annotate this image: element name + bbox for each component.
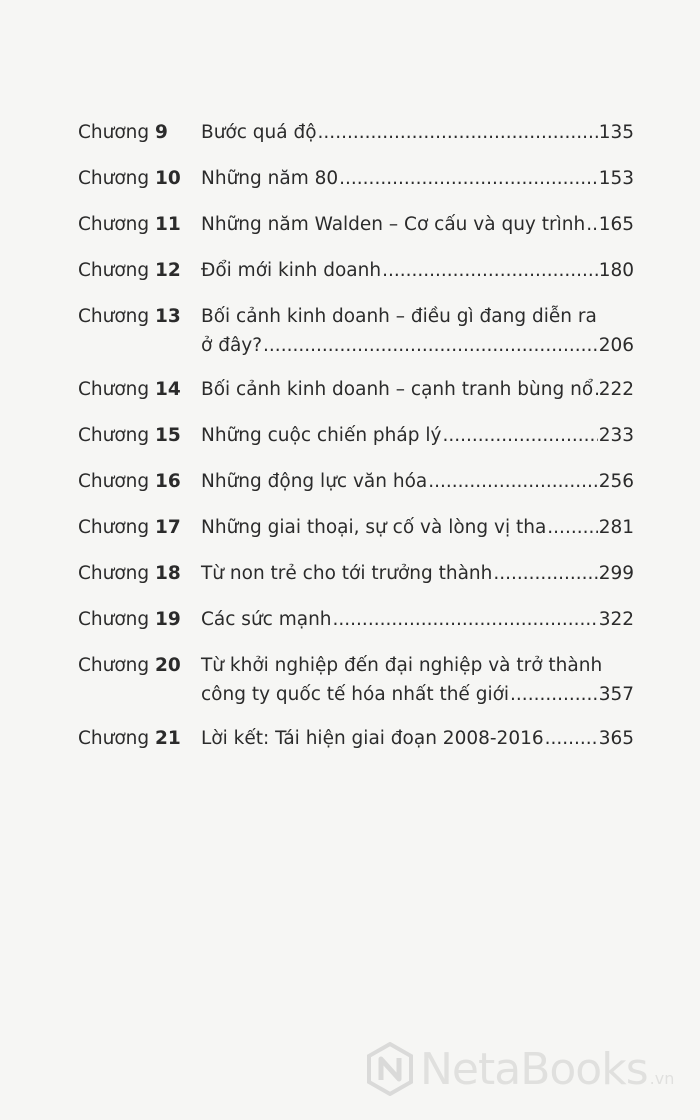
- dot-leader: [333, 605, 598, 634]
- chapter-prefix: Chương: [78, 214, 150, 235]
- dot-leader: [545, 724, 598, 753]
- chapter-prefix: Chương: [78, 379, 150, 400]
- page-number: 357: [598, 684, 634, 705]
- toc-line: [201, 605, 634, 634]
- chapter-prefix: Chương: [78, 609, 150, 630]
- dot-leader: [318, 118, 598, 147]
- chapter-prefix: Chương: [78, 425, 150, 446]
- toc-line: [201, 331, 634, 360]
- dot-leader: [442, 421, 597, 450]
- toc-line: [201, 724, 634, 753]
- toc-entry: [78, 467, 634, 496]
- dot-leader: [493, 559, 597, 588]
- chapter-label: [78, 724, 201, 753]
- chapter-title: Những giai thoại, sự cố và lòng vị tha: [201, 517, 547, 538]
- watermark-logo: [366, 1042, 674, 1096]
- chapter-label: [78, 164, 201, 193]
- toc-entry: [78, 375, 634, 404]
- chapter-label: [78, 375, 201, 404]
- toc-line: [201, 651, 634, 680]
- toc-entry: [78, 421, 634, 450]
- chapter-prefix: Chương: [78, 728, 150, 749]
- chapter-number: 15: [155, 425, 181, 446]
- toc-entry: [78, 513, 634, 542]
- page-number: 322: [598, 609, 634, 630]
- chapter-title: Bước quá độ: [201, 122, 317, 143]
- page-number: 365: [598, 728, 634, 749]
- page-number: 180: [598, 260, 634, 281]
- chapter-prefix: Chương: [78, 655, 150, 676]
- toc-entry: [78, 210, 634, 239]
- toc-line: [201, 513, 634, 542]
- page-number: 206: [598, 335, 634, 356]
- dot-leader: [547, 513, 597, 542]
- chapter-title: Những năm Walden – Cơ cấu và quy trình: [201, 214, 586, 235]
- chapter-number: 10: [155, 168, 181, 189]
- dot-leader: [594, 375, 598, 404]
- chapter-title: Những động lực văn hóa: [201, 471, 428, 492]
- chapter-prefix: Chương: [78, 260, 150, 281]
- chapter-label: [78, 605, 201, 634]
- chapter-label: [78, 513, 201, 542]
- watermark-suffix: .vn: [649, 1069, 675, 1088]
- chapter-prefix: Chương: [78, 168, 150, 189]
- page-number: 281: [598, 517, 634, 538]
- dot-leader: [586, 210, 597, 239]
- toc-entry: [78, 559, 634, 588]
- toc-line: [201, 421, 634, 450]
- chapter-prefix: Chương: [78, 122, 150, 143]
- toc-line: [201, 302, 634, 331]
- page-number: 299: [598, 563, 634, 584]
- chapter-title: Những cuộc chiến pháp lý: [201, 425, 442, 446]
- chapter-label: [78, 559, 201, 588]
- chapter-title: Những năm 80: [201, 168, 339, 189]
- toc-entry: [78, 651, 634, 709]
- chapter-label: [78, 421, 201, 450]
- chapter-prefix: Chương: [78, 563, 150, 584]
- page-number: 256: [598, 471, 634, 492]
- chapter-title: ở đây?: [201, 335, 263, 356]
- page-number: 135: [598, 122, 634, 143]
- toc-entry: [78, 256, 634, 285]
- dot-leader: [339, 164, 598, 193]
- toc-entry: [78, 724, 634, 753]
- chapter-number: 12: [155, 260, 181, 281]
- chapter-number: 13: [155, 306, 181, 327]
- toc-entry: [78, 605, 634, 634]
- dot-leader: [382, 256, 598, 285]
- toc-line: [201, 256, 634, 285]
- page-number: 222: [598, 379, 634, 400]
- toc-line: [201, 164, 634, 193]
- chapter-label: [78, 467, 201, 496]
- chapter-prefix: Chương: [78, 471, 150, 492]
- chapter-prefix: Chương: [78, 517, 150, 538]
- toc-entry: [78, 164, 634, 193]
- chapter-title: Lời kết: Tái hiện giai đoạn 2008-2016: [201, 728, 544, 749]
- chapter-label: [78, 302, 201, 331]
- watermark-brand: NetaBooks: [420, 1043, 648, 1095]
- chapter-number: 14: [155, 379, 181, 400]
- chapter-title: Đổi mới kinh doanh: [201, 260, 382, 281]
- toc-line: [201, 467, 634, 496]
- toc-line: [201, 210, 634, 239]
- dot-leader: [428, 467, 597, 496]
- dot-leader: [510, 680, 598, 709]
- chapter-title: Các sức mạnh: [201, 609, 332, 630]
- chapter-label: [78, 210, 201, 239]
- page-number: 165: [598, 214, 634, 235]
- toc-line: [201, 680, 634, 709]
- chapter-number: 11: [155, 214, 181, 235]
- chapter-title: Từ khởi nghiệp đến đại nghiệp và trở thành: [201, 655, 603, 676]
- chapter-number: 16: [155, 471, 181, 492]
- netabooks-logo-icon: [366, 1042, 414, 1096]
- chapter-title: Bối cảnh kinh doanh – cạnh tranh bùng nổ: [201, 379, 594, 400]
- chapter-number: 20: [155, 655, 181, 676]
- dot-leader: [263, 331, 598, 360]
- chapter-number: 17: [155, 517, 181, 538]
- page-number: 233: [598, 425, 634, 446]
- chapter-number: 18: [155, 563, 181, 584]
- chapter-number: 21: [155, 728, 181, 749]
- chapter-title: Từ non trẻ cho tới trưởng thành: [201, 563, 493, 584]
- chapter-number: 19: [155, 609, 181, 630]
- toc-line: [201, 559, 634, 588]
- toc-entry: [78, 118, 634, 147]
- chapter-label: [78, 256, 201, 285]
- chapter-label: [78, 651, 201, 680]
- chapter-label: [78, 118, 201, 147]
- toc-line: [201, 118, 634, 147]
- table-of-contents: [78, 118, 634, 770]
- chapter-title: công ty quốc tế hóa nhất thế giới: [201, 684, 510, 705]
- chapter-prefix: Chương: [78, 306, 150, 327]
- toc-line: [201, 375, 634, 404]
- chapter-title: Bối cảnh kinh doanh – điều gì đang diễn ra: [201, 306, 597, 327]
- toc-entry: [78, 302, 634, 360]
- chapter-number: 9: [155, 122, 168, 143]
- page-number: 153: [598, 168, 634, 189]
